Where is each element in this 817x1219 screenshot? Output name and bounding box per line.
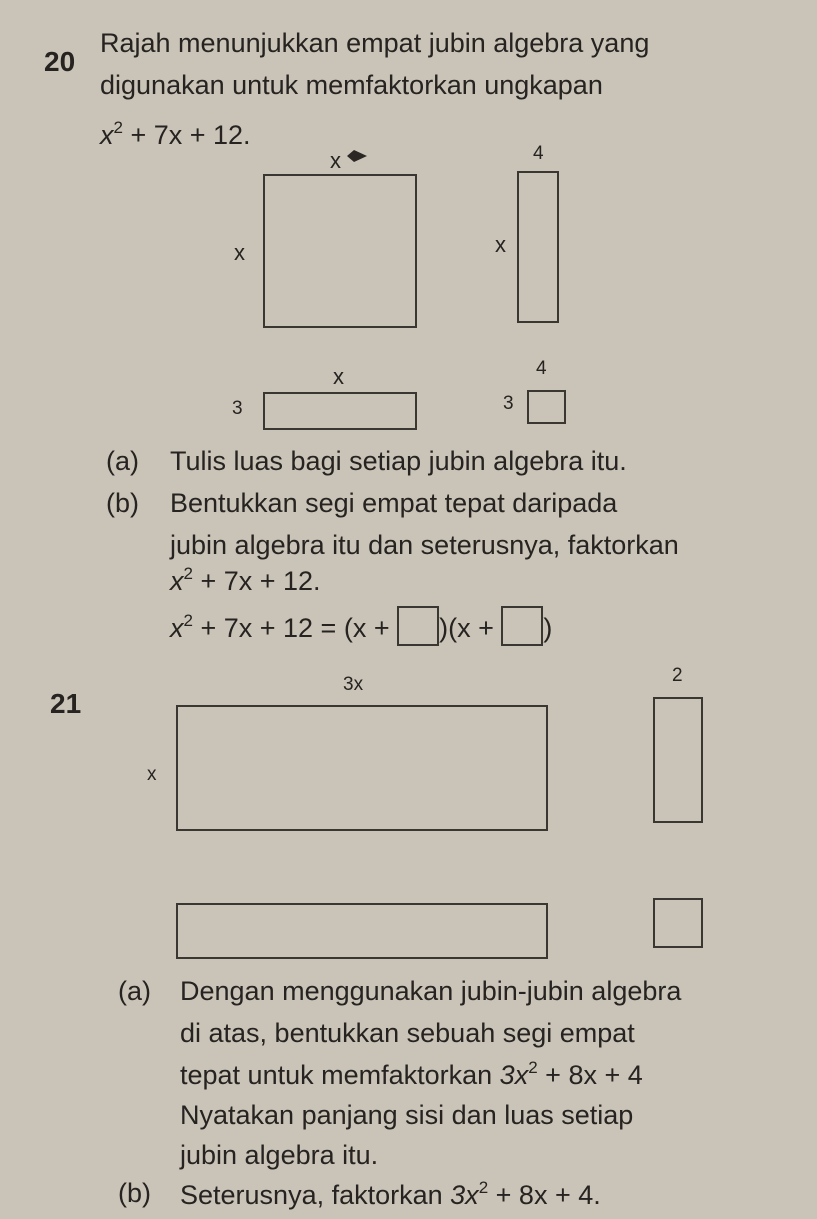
tall-rect-top-label: 4 bbox=[533, 143, 544, 164]
wide-rect-left-label: 3 bbox=[232, 398, 243, 419]
q20-part-b-line2: jubin algebra itu dan seterusnya, faktorkan bbox=[170, 530, 679, 560]
q21-wide-rect-tile bbox=[176, 903, 548, 959]
q20-intro-line1: Rajah menunjukkan empat jubin algebra yang bbox=[100, 28, 650, 58]
q21-part-a-line4: Nyatakan panjang sisi dan luas setiap bbox=[180, 1100, 634, 1130]
q21-small-square-tile bbox=[653, 898, 703, 948]
pointer-mark-icon bbox=[347, 148, 369, 169]
answer-box-2[interactable] bbox=[501, 606, 543, 646]
wide-rect-tile bbox=[263, 392, 417, 430]
big-square-top-label: x bbox=[330, 148, 341, 173]
q21-big-rect-left-label: x bbox=[147, 764, 157, 785]
tall-rect-tile bbox=[517, 171, 559, 323]
q21-tall-rect-tile bbox=[653, 697, 703, 823]
q21-part-b-text: Seterusnya, faktorkan $3x^2 + 8x + 4$. bbox=[180, 1178, 601, 1210]
q21-part-a-line5: jubin algebra itu. bbox=[180, 1140, 379, 1170]
small-square-top-label: 4 bbox=[536, 358, 547, 379]
q20-part-a-label: (a) bbox=[106, 446, 139, 476]
q21-part-a-line3: tepat untuk memfaktorkan $3x^2 + 8x + 4$ bbox=[180, 1058, 643, 1090]
q21-part-a-line2: di atas, bentukkan sebuah segi empat bbox=[180, 1018, 635, 1048]
question-21-number: 21 bbox=[50, 688, 82, 719]
q21-tall-rect-top-label: 2 bbox=[672, 665, 683, 686]
q21-part-a-line1: Dengan menggunakan jubin-jubin algebra bbox=[180, 976, 682, 1006]
question-20-number: 20 bbox=[44, 46, 76, 77]
q20-part-b-label: (b) bbox=[106, 488, 139, 518]
q20-factor-equation: $x^2 + 7x + 12 = (x + )(x$ + ) bbox=[170, 606, 552, 646]
q20-expression: $x^2 + 7x + 12$. bbox=[100, 118, 251, 150]
tall-rect-left-label: x bbox=[495, 232, 506, 257]
q20-part-a-text: Tulis luas bagi setiap jubin algebra itu. bbox=[170, 446, 627, 476]
small-square-left-label: 3 bbox=[503, 393, 514, 414]
wide-rect-top-label: x bbox=[333, 364, 344, 389]
q21-part-a-label: (a) bbox=[118, 976, 151, 1006]
big-square-left-label: x bbox=[234, 240, 245, 265]
answer-box-1[interactable] bbox=[397, 606, 439, 646]
big-square-tile bbox=[263, 174, 417, 328]
q21-big-rect-tile bbox=[176, 705, 548, 831]
small-square-tile bbox=[527, 390, 566, 424]
q20-intro-line2: digunakan untuk memfaktorkan ungkapan bbox=[100, 70, 603, 100]
q21-part-b-label: (b) bbox=[118, 1178, 151, 1208]
q20-part-b-line1: Bentukkan segi empat tepat daripada bbox=[170, 488, 618, 518]
q21-big-rect-top-label: 3x bbox=[343, 674, 364, 695]
q20-part-b-expression: $x^2 + 7x + 12$. bbox=[170, 564, 321, 596]
